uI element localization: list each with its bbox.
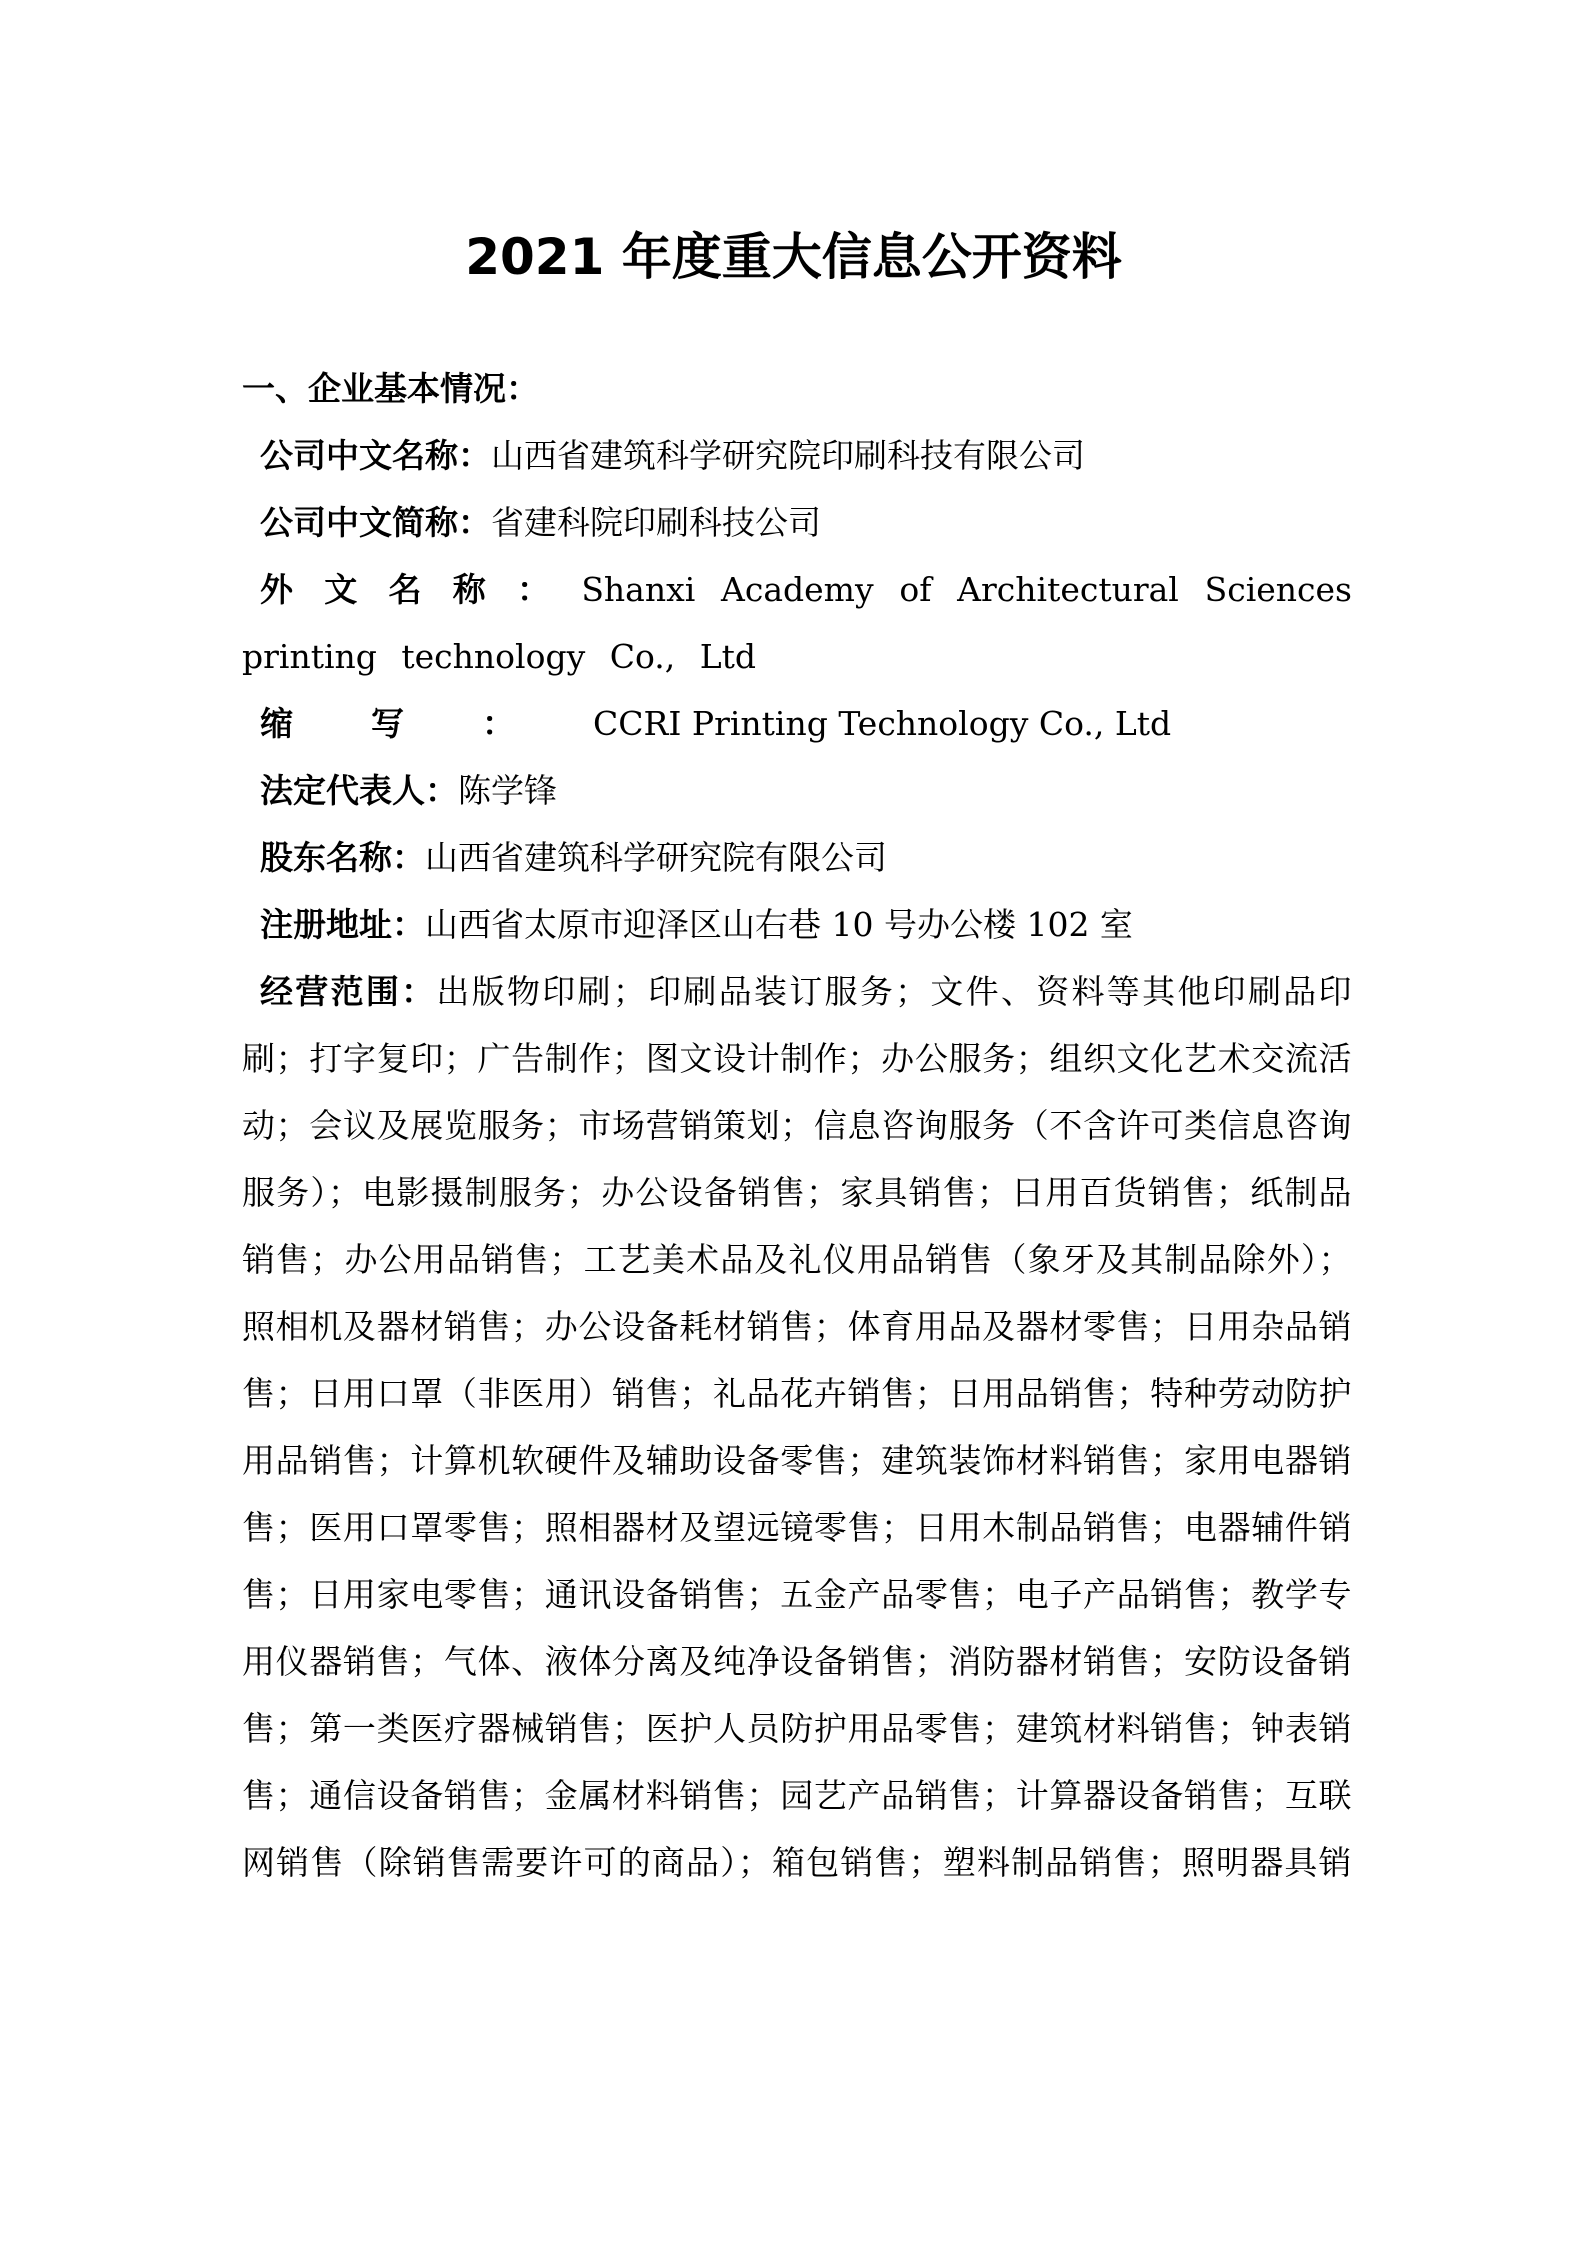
foreign-name-row xyxy=(242,556,1352,690)
business-scope-paragraph xyxy=(242,958,1352,1896)
shareholder-label: 股东名称： xyxy=(260,838,425,877)
reg-address-row xyxy=(242,891,1352,958)
abbreviation-label: 缩写： xyxy=(260,704,593,743)
section-heading-basic-info: 一、企业基本情况： xyxy=(242,369,539,408)
foreign-name-label: 外文名称： xyxy=(260,570,582,609)
legal-rep-label: 法定代表人： xyxy=(260,771,458,810)
company-cn-name-row xyxy=(242,422,1352,489)
company-cn-name-label: 公司中文名称： xyxy=(260,436,491,475)
company-cn-short-value: 省建科院印刷科技公司 xyxy=(491,503,821,542)
reg-address-value: 山西省太原市迎泽区山右巷 10 号办公楼 102 室 xyxy=(425,905,1133,944)
abbreviation-row xyxy=(242,690,1352,757)
reg-address-label: 注册地址： xyxy=(260,905,425,944)
business-scope-label: 经营范围： xyxy=(260,972,437,1011)
document-title: 2021 年度重大信息公开资料 xyxy=(465,228,1122,286)
company-cn-short-label: 公司中文简称： xyxy=(260,503,491,542)
foreign-name-value: Shanxi Academy of Architectural Sciences printing technology Co., Ltd xyxy=(242,570,1352,676)
company-cn-name-value: 山西省建筑科学研究院印刷科技有限公司 xyxy=(491,436,1085,475)
legal-rep-row xyxy=(242,757,1352,824)
company-cn-short-row xyxy=(242,489,1352,556)
business-scope-value: 出版物印刷；印刷品装订服务；文件、资料等其他印刷品印刷；打字复印；广告制作；图文设计制作；办公服务；组织文化艺术交流活动；会议及展览服务；市场营销策划；信息咨询服务（不含许可类信息咨询服务）；电影摄制服务；办公设备销售；家具销售；日用百货销售；纸制品销售；办公用品销售；工艺美术品及礼仪用品销售（象牙及其制品除外）；照相机及器材销售；办公设备耗材销售；体育用品及器材零售；日用杂品销售；日用口罩（非医用）销售；礼品花卉销售；日用品销售；特种劳动防护用品销售；计算机软硬件及辅助设备零售；建筑装饰材料销售；家用电器销售；医用口罩零售；照相器材及望远镜零售；日用木制品销售；电器辅件销售；日用家电零售；通讯设备销售；五金产品零售；电子产品销售；教学专用仪器销售；气体、液体分离及纯净设备销售；消防器材销售；安防设备销售；第一类医疗器械销售；医护人员防护用品零售；建筑材料销售；钟表销售；通信设备销售；金属材料销售；园艺产品销售；计算器设备销售；互联网销售（除销售需要许可的商品）；箱包销售；塑料制品销售；照明器具销 xyxy=(242,972,1353,1882)
legal-rep-value: 陈学锋 xyxy=(458,771,557,810)
shareholder-row xyxy=(242,824,1352,891)
document-body xyxy=(242,355,1352,1896)
shareholder-value: 山西省建筑科学研究院有限公司 xyxy=(425,838,887,877)
abbreviation-value: CCRI Printing Technology Co., Ltd xyxy=(593,704,1172,743)
